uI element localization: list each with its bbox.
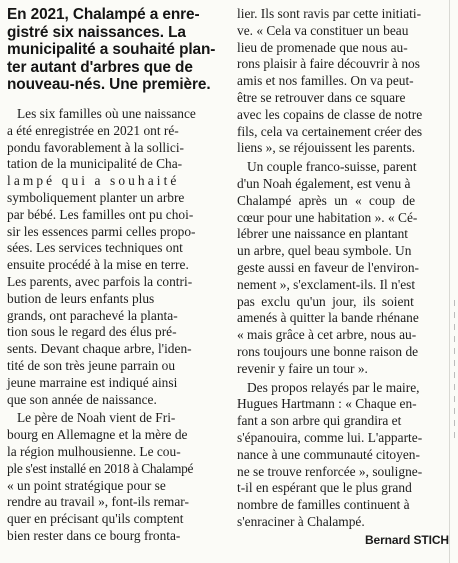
text-line: Le père de Noah vient de Fri- xyxy=(17,410,176,426)
text-line: Les parents, avec parfois la contri- xyxy=(7,273,193,289)
paragraph-parents-quote xyxy=(237,6,449,157)
text-line: sir les essences parmi celles propo- xyxy=(7,223,196,239)
text-line: être se retrouver dans ce square xyxy=(237,89,406,105)
text-line: lieu de promenade que nous au- xyxy=(237,39,408,55)
text-line: geste aussi en faveur de l'environ- xyxy=(237,259,420,275)
lead-line: municipalité a souhaité plan- xyxy=(7,41,216,59)
lead-line: nouveau-nés. Une première. xyxy=(7,76,211,94)
dashed-fold-mark xyxy=(454,300,455,440)
text-line: ple s'est installé en 2018 à Chalampé xyxy=(7,460,194,476)
paragraph-noah-father xyxy=(7,410,229,544)
text-line: la région mulhousienne. Le cou- xyxy=(7,443,181,459)
text-line: Des propos relayés par le maire, xyxy=(247,379,420,395)
text-line: revenir y faire un tour ». xyxy=(237,360,368,376)
text-line: tation de la municipalité de Cha- xyxy=(7,156,183,172)
text-line: bien rester dans ce bourg fronta- xyxy=(7,527,181,543)
text-line: sées. Les services techniques ont xyxy=(7,240,183,256)
text-line: lier. Ils sont ravis par cette initiati- xyxy=(237,6,422,21)
text-line: sents. Devant chaque arbre, l'iden- xyxy=(7,341,192,357)
text-line: jeune marraine est indiqué ainsi xyxy=(7,374,178,390)
right-column xyxy=(237,6,449,547)
text-line: Chalampé après un « coup de xyxy=(237,192,416,208)
text-line: fils, cela va certainement créer des xyxy=(237,123,423,139)
text-line: nement », s'exclament-ils. Il n'est xyxy=(237,276,416,292)
text-line: lampé qui a souhaité xyxy=(7,173,180,189)
lead-line: En 2021, Chalampé a enre- xyxy=(7,6,200,23)
text-line: Un couple franco-suisse, parent xyxy=(247,159,417,175)
text-line: « mais grâce à cet arbre, nous au- xyxy=(237,327,417,343)
lead-line: ter autant d'arbres que de xyxy=(7,58,193,76)
article-lead xyxy=(7,6,229,94)
text-line: fant a son arbre qui grandira et xyxy=(237,413,402,429)
text-line: Hugues Hartmann : « Chaque en- xyxy=(237,396,417,412)
text-line: par bébé. Les familles ont pu choi- xyxy=(7,206,194,222)
text-line: rendre au travail », font-ils remar- xyxy=(7,494,189,510)
text-line: d'un Noah également, est venu à xyxy=(237,175,411,191)
text-line: ensuite procédé à la mise en terre. xyxy=(7,257,189,273)
paragraph-franco-swiss xyxy=(237,159,449,377)
text-line: cœur pour une habitation ». « Cé- xyxy=(237,209,418,225)
text-line: lébrer une naissance en plantant xyxy=(237,226,409,242)
author-byline: Bernard STICH xyxy=(364,532,449,547)
text-line: liens », se réjouissent les parents. xyxy=(237,140,416,156)
text-line: symboliquement planter un arbre xyxy=(7,189,185,205)
text-line: un arbre, quel beau symbole. Un xyxy=(237,243,412,259)
text-line: ve. « Cela va constituer un beau xyxy=(237,22,409,38)
text-line: pondu favorablement à la sollici- xyxy=(7,139,184,155)
text-line: bution de leurs enfants plus xyxy=(7,290,155,306)
text-line: rons plaisir à faire découvrir à nos xyxy=(237,56,420,72)
text-line: a été enregistrée en 2021 ont ré- xyxy=(7,122,179,138)
text-line: ne se trouve renforcée », souligne- xyxy=(237,463,423,479)
text-line: grands, ont parachevé la planta- xyxy=(7,307,178,323)
text-line: nance à une communauté citoyen- xyxy=(237,446,420,462)
text-line: pas exclu qu'un jour, ils soient xyxy=(237,293,414,309)
text-line: tité de son très jeune parrain ou xyxy=(7,357,176,373)
left-column xyxy=(7,6,229,545)
text-line: que son année de naissance. xyxy=(7,391,157,407)
text-line: nombre de familles continuent à xyxy=(237,497,410,513)
text-line: « un point stratégique pour se xyxy=(7,477,166,493)
text-line: quer en précisant qu'ils comptent xyxy=(7,511,184,527)
text-line: tion sous le regard des élus pré- xyxy=(7,324,177,340)
text-line: t-il en espérant que le plus grand xyxy=(237,480,412,496)
text-line: Les six familles où une naissance xyxy=(17,105,196,121)
text-line: avec les copains de classe de notre xyxy=(237,106,423,122)
text-line: amenés à quitter la bande rhénane xyxy=(237,310,419,326)
text-line: rons toujours une bonne raison de xyxy=(237,343,419,359)
text-line: s'épanouira, comme lui. L'apparte- xyxy=(237,429,423,445)
page-edge-divider xyxy=(449,0,450,563)
paragraph-families xyxy=(7,106,229,408)
paragraph-mayor-quote xyxy=(237,380,449,531)
text-line: bourg en Allemagne et la mère de xyxy=(7,427,188,443)
text-line: amis et nos familles. On va peut- xyxy=(237,73,414,89)
text-line: s'enraciner à Chalampé. xyxy=(237,513,365,529)
lead-line: gistré six naissances. La xyxy=(7,23,186,41)
